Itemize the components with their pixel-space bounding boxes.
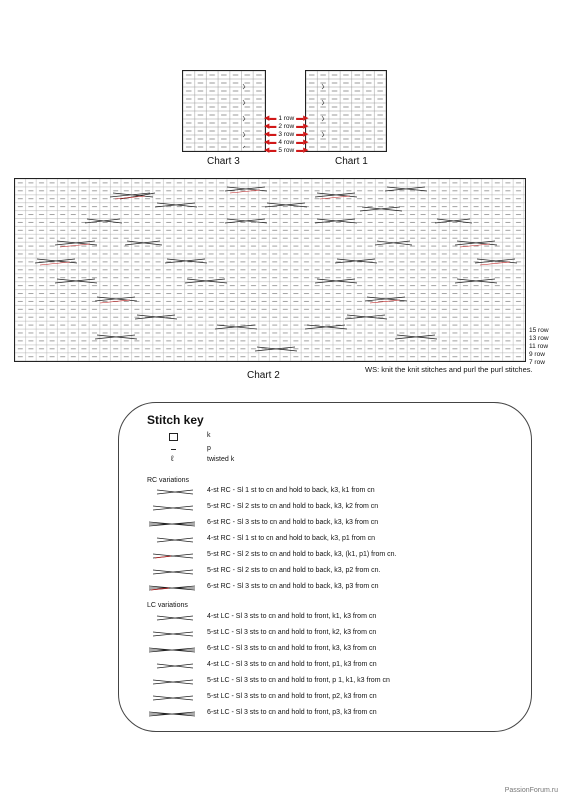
lc-cable-icon-1	[155, 614, 195, 622]
lc-heading: LC variations	[147, 602, 188, 609]
chart2-grid	[14, 178, 526, 362]
rc-row-7: 6-st RC - Sl 3 sts to cn and hold to back, k3, p3 from cn	[207, 583, 379, 590]
knit-square-icon	[169, 433, 178, 441]
small-row-label-5: ◀▬ 5 row ▬▶	[264, 147, 309, 154]
stitch-key-title: Stitch key	[147, 413, 204, 427]
lc-row-7: 6-st LC - Sl 3 sts to cn and hold to front, p3, k3 from cn	[207, 709, 377, 716]
stitch-key-panel	[118, 402, 532, 732]
lc-row-3: 6-st LC - Sl 3 sts to cn and hold to front, k3, k3 from cn	[207, 645, 377, 652]
lc-cable-icon-2	[151, 630, 195, 638]
small-row-label-2: ◀▬ 2 row ▬▶	[264, 123, 309, 130]
lc-row-5: 5-st LC - Sl 3 sts to cn and hold to front, p 1, k1, k3 from cn	[207, 677, 390, 684]
purl-dash-icon	[171, 449, 176, 450]
small-row-label-3: ◀▬ 3 row ▬▶	[264, 131, 309, 138]
rc-row-4: 4-st RC - Sl 1 st to cn and hold to back, k3, p1 from cn	[207, 535, 376, 542]
chart1-grid	[305, 70, 387, 152]
rc-row-1: 4-st RC - Sl 1 st to cn and hold to back, k3, k1 from cn	[207, 487, 375, 494]
big-row-label-15: 15 row	[529, 327, 549, 334]
key-knit-label: k	[207, 432, 211, 439]
chart1-cells	[306, 71, 386, 151]
rc-cable-icon-6	[151, 568, 195, 576]
rc-row-2: 5-st RC - Sl 2 sts to cn and hold to back, k3, k2 from cn	[207, 503, 379, 510]
rc-heading: RC variations	[147, 477, 190, 484]
lc-row-2: 5-st LC - Sl 3 sts to cn and hold to front, k2, k3 from cn	[207, 629, 377, 636]
rc-row-3: 6-st RC - Sl 3 sts to cn and hold to back, k3, k3 from cn	[207, 519, 379, 526]
rc-cable-icon-1	[155, 488, 195, 496]
chart3-cells	[183, 71, 265, 151]
key-purl-label: p	[207, 445, 211, 452]
footer-watermark: PassionForum.ru	[504, 787, 558, 794]
ws-note: WS: knit the knit stitches and purl the purl stitches.	[365, 365, 533, 374]
small-row-label-1: ◀▬ 1 row ▬▶	[264, 115, 309, 122]
rc-cable-icon-4	[155, 536, 195, 544]
rc-cable-icon-7	[147, 584, 197, 592]
rc-row-6: 5-st RC - Sl 2 sts to cn and hold to back, k3, p2 from cn.	[207, 567, 381, 574]
chart1-title: Chart 1	[335, 156, 368, 167]
lc-cable-icon-6	[151, 694, 195, 702]
rc-row-5: 5-st RC - Sl 2 sts to cn and hold to back, k3, (k1, p1) from cn.	[207, 551, 397, 558]
chart3-title: Chart 3	[207, 156, 240, 167]
big-row-label-9: 9 row	[529, 351, 545, 358]
lc-cable-icon-3	[147, 646, 197, 654]
lc-cable-icon-5	[151, 678, 195, 686]
small-row-label-4: ◀▬ 4 row ▬▶	[264, 139, 309, 146]
chart3-grid	[182, 70, 266, 152]
big-row-label-11: 11 row	[529, 343, 549, 350]
lc-cable-icon-4	[155, 662, 195, 670]
lc-row-4: 4-st LC - Sl 3 sts to cn and hold to front, p1, k3 from cn	[207, 661, 377, 668]
twisted-stitch-icon: ℓ	[171, 454, 174, 463]
chart2-cells	[15, 179, 525, 361]
rc-cable-icon-5	[151, 552, 195, 560]
rc-cable-icon-3	[147, 520, 197, 528]
lc-row-6: 5-st LC - Sl 3 sts to cn and hold to front, p2, k3 from cn	[207, 693, 377, 700]
rc-cable-icon-2	[151, 504, 195, 512]
key-twisted-label: twisted k	[207, 456, 235, 463]
chart2-title: Chart 2	[247, 370, 280, 381]
lc-cable-icon-7	[147, 710, 197, 718]
big-row-label-13: 13 row	[529, 335, 549, 342]
big-row-label-7: 7 row	[529, 359, 545, 366]
lc-row-1: 4-st LC - Sl 3 sts to cn and hold to front, k1, k3 from cn	[207, 613, 377, 620]
